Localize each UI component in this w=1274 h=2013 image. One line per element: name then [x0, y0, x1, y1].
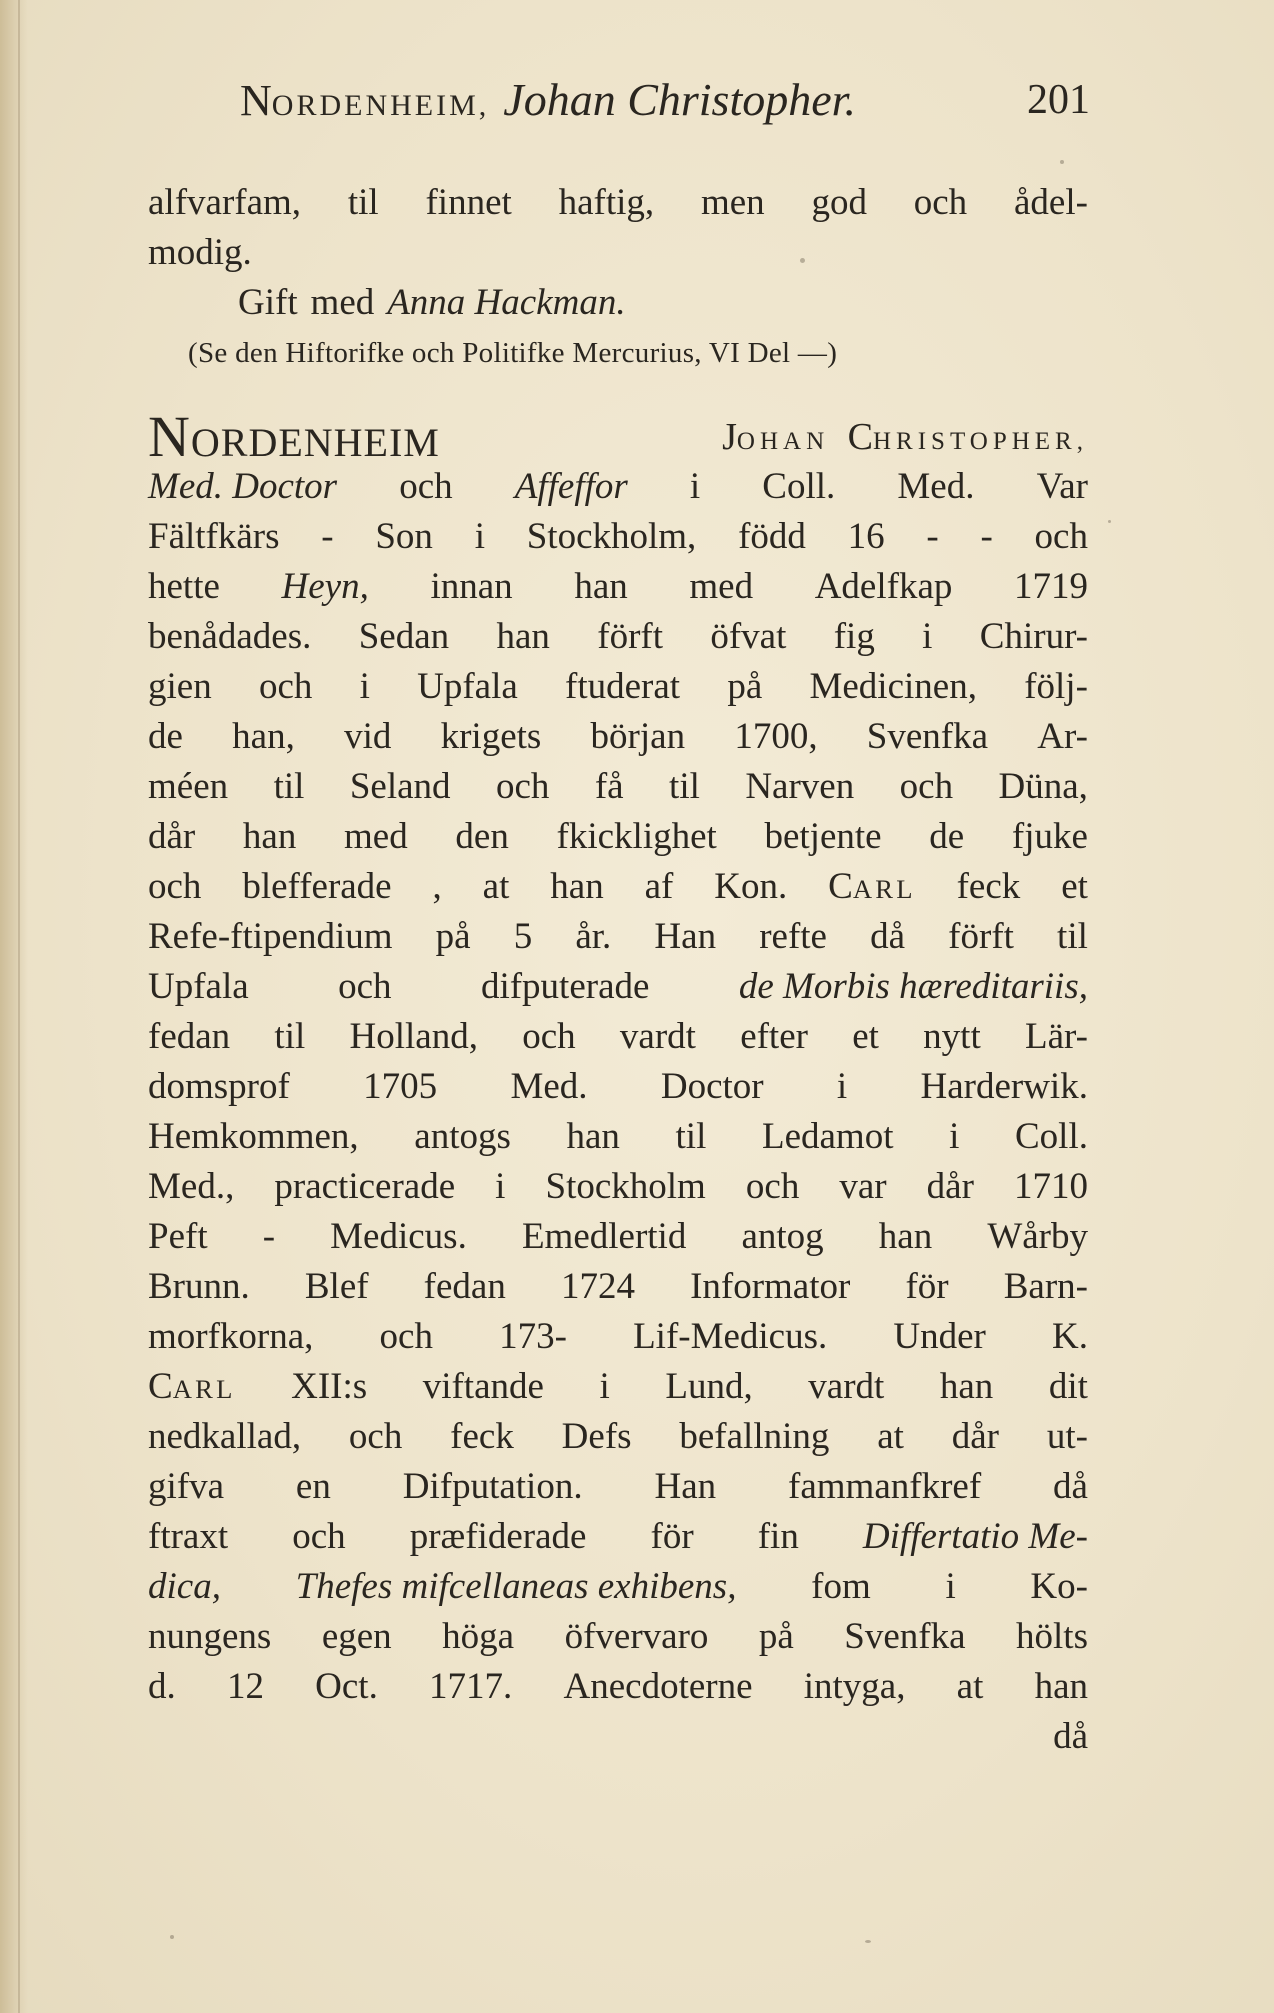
text-line: dår han med den fkicklighet betjente de fjuke — [148, 816, 1088, 857]
text-line: hette Heyn, innan han med Adelfkap 1719 — [148, 566, 1088, 607]
running-head — [240, 70, 1090, 130]
text-line: dica, Thefes mifcellaneas exhibens, fom i Ko- — [148, 1566, 1088, 1607]
running-head-given-name: Johan Christopher. — [503, 74, 856, 125]
text-line: CARL XII:s viftande i Lund, vardt han dit — [148, 1366, 1088, 1407]
text-line: nungens egen höga öfvervaro på Svenfka hölts — [148, 1616, 1088, 1657]
paper-speck — [800, 258, 805, 263]
paper-speck — [170, 1935, 174, 1939]
spouse-name: Anna Hackman. — [387, 282, 626, 323]
running-head-surname: NORDENHEIM, — [240, 76, 490, 125]
text-line: ftraxt och præfiderade för fin Differtatio Me- — [148, 1516, 1088, 1557]
marriage-line: Gift med Anna Hackman. — [148, 278, 1088, 328]
paper-speck — [1060, 160, 1064, 164]
text-line: Fältfkärs - Son i Stockholm, född 16 - - och — [148, 516, 1088, 557]
text-line: Med., practicerade i Stockholm och var dår 1710 — [148, 1166, 1088, 1207]
entry-heading — [148, 404, 1088, 469]
reference-note: (Se den Hiftorifke och Politifke Mercurius, VI Del —) — [188, 337, 838, 369]
text-line: nedkallad, och feck Defs befallning at dår ut- — [148, 1416, 1088, 1457]
text-line: benådades. Sedan han förft öfvat fig i Chirur- — [148, 616, 1088, 657]
entry-given-name: JOHAN CHRISTOPHER, — [722, 416, 1088, 458]
text-line: Hemkommen, antogs han til Ledamot i Coll. — [148, 1116, 1088, 1157]
binding-edge — [18, 0, 20, 2013]
text-line: gifva en Difputation. Han fammanfkref då — [148, 1466, 1088, 1507]
text-line: domsprof 1705 Med. Doctor i Harderwik. — [148, 1066, 1088, 1107]
text-line: morfkorna, och 173- Lif-Medicus. Under K. — [148, 1316, 1088, 1357]
entry-surname: NORDENHEIM — [148, 404, 440, 469]
text-line: fedan til Holland, och vardt efter et nytt Lär- — [148, 1016, 1088, 1057]
text-line: Upfala och difputerade de Morbis hæreditariis, — [148, 962, 1088, 1012]
text-line: Brunn. Blef fedan 1724 Informator för Barn- — [148, 1266, 1088, 1307]
text-line: Med. Doctor och Affeffor i Coll. Med. Var — [148, 466, 1088, 507]
text-line: alfvarfam, til finnet haftig, men god och ådel- — [148, 182, 1088, 223]
catchword: då — [1053, 1716, 1088, 1757]
text-line: Refe-ftipendium på 5 år. Han refte då förft til — [148, 916, 1088, 957]
text-line: d. 12 Oct. 1717. Anecdoterne intyga, at han — [148, 1666, 1088, 1707]
paper-speck — [865, 1940, 871, 1943]
text-line: méen til Seland och få til Narven och Düna, — [148, 766, 1088, 807]
text-line: modig. — [148, 232, 252, 273]
text-line: gien och i Upfala ftuderat på Medicinen, följ- — [148, 666, 1088, 707]
page-number: 201 — [1027, 77, 1090, 123]
paper-speck — [1108, 520, 1111, 523]
page-gutter-shadow — [0, 0, 28, 2013]
text-line: och blefferade , at han af Kon. CARL feck et — [148, 866, 1088, 907]
entry-text — [148, 178, 1088, 1762]
text-line: de han, vid krigets början 1700, Svenfka Ar- — [148, 716, 1088, 757]
dissertation-title: de Morbis hæreditariis, — [738, 966, 1088, 1007]
text-line: Peft - Medicus. Emedlertid antog han Wårby — [148, 1216, 1088, 1257]
